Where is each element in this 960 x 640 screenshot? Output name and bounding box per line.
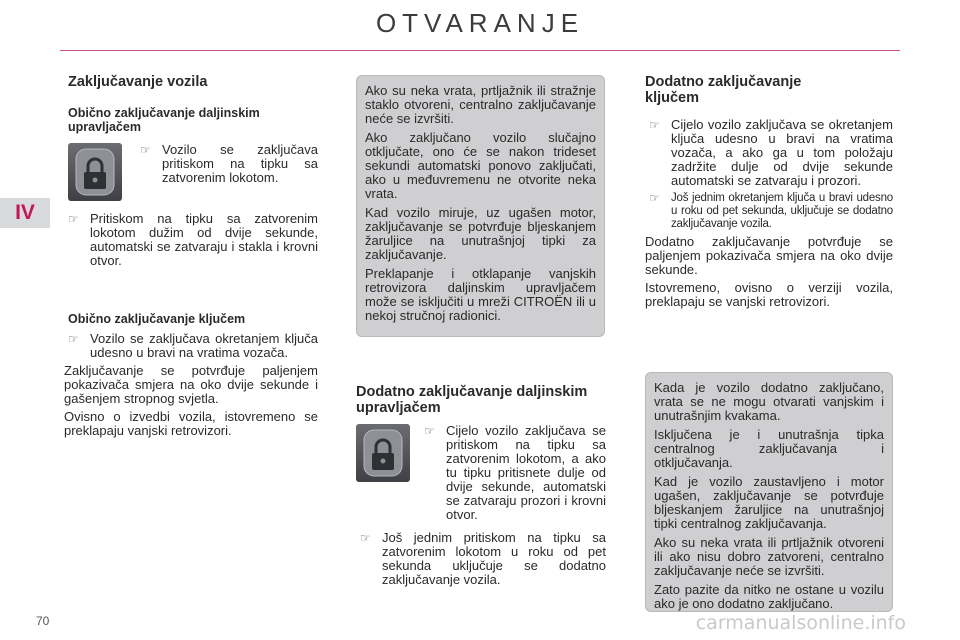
title-divider <box>60 50 900 51</box>
section-heading: Dodatno zaključavanje ključem <box>645 74 802 106</box>
middle-lower <box>356 384 606 416</box>
lock-button-icon <box>68 143 122 201</box>
watermark: carmanualsonline.info <box>695 612 906 634</box>
pointing-hand-icon: ☞ <box>68 332 79 346</box>
lock-button-icon <box>356 424 410 482</box>
middle-bullet2-block <box>356 531 606 591</box>
paragraph: Dodatno zaključavanje potvrđuje se paljenjem pokazivača smjera na oko dvije sekunde. <box>645 234 893 277</box>
bullet-text: Još jednim okretanjem ključa u bravi udesno u roku od pet sekunda, uključuje se dodatno zaključavanje vozila. <box>671 192 893 230</box>
box-paragraph: Kad je vozilo zaustavljeno i motor ugašen, zaključavanje se potvrđuje bljeskanjem žaruljice na unutrašnjoj tipki centralnog zaključavanja. <box>654 474 884 531</box>
subheading-key: Obično zaključavanje ključem <box>68 312 246 326</box>
pointing-hand-icon: ☞ <box>360 531 371 545</box>
chapter-tab: IV <box>0 198 50 228</box>
bullet-text: Još jednim pritiskom na tipku sa zatvorenim lokotom u roku od pet sekunda uključuje se dodatno zaključavanje vozila. <box>382 530 606 587</box>
box-paragraph: Zato pazite da nitko ne ostane u vozilu ako je ono dodatno zaključano. <box>654 582 884 611</box>
pointing-hand-icon: ☞ <box>649 191 660 205</box>
bullet-text: Cijelo vozilo zaključava se okretanjem ključa udesno u bravi na vratima vozača, a ako ga u tom položaju zadržite dulje od dvije sekunde automatski se zatvaraju i prozori. <box>671 117 893 188</box>
section-heading: Zaključavanje vozila <box>68 74 208 90</box>
pointing-hand-icon: ☞ <box>424 424 435 438</box>
box-paragraph: Isključena je i unutrašnja tipka centralnog zaključavanja i otključavanja. <box>654 427 884 470</box>
list-item <box>420 424 606 522</box>
box-paragraph: Ako su neka vrata ili prtljažnik otvoreni ili ako nisu dobro zatvoreni, centralno zaključavanje neće se izvršiti. <box>654 535 884 578</box>
paragraph: Istovremeno, ovisno o verziji vozila, preklapaju se vanjski retrovizori. <box>645 280 893 309</box>
list-item <box>64 332 318 360</box>
box-paragraph: Ako su neka vrata, prtljažnik ili stražnje staklo otvoreni, centralno zaključavanje neće se izvršiti. <box>365 83 596 126</box>
left-bullet1-block <box>136 143 318 189</box>
list-item <box>64 212 318 268</box>
box-paragraph: Ako zaključano vozilo slučajno otključate, ono će se nakon trideset sekundi automatski ponovo zaključati, ako u međuvremenu ne otvorite neka vrata. <box>365 130 596 201</box>
left-column <box>68 74 318 134</box>
bullet-text: Vozilo se zaključava okretanjem ključa udesno u bravi na vratima vozača. <box>90 331 318 360</box>
middle-bullet1-block <box>420 424 606 526</box>
list-item <box>645 192 893 231</box>
list-item <box>645 118 893 188</box>
bullet-text: Vozilo se zaključava pritiskom na tipku sa zatvorenim lokotom. <box>162 142 318 185</box>
pointing-hand-icon: ☞ <box>649 118 660 132</box>
box-paragraph: Kad vozilo miruje, uz ugašen motor, zaključavanje se potvrđuje bljeskanjem žaruljice na unutrašnjoj tipki za zaključavanje. <box>365 205 596 262</box>
bullet-text: Cijelo vozilo zaključava se pritiskom na tipku sa zatvorenim lokotom, a ako tu tipku pritisnete dulje od dvije sekunde, automatski se zatvaraju prozori i krovni otvor. <box>446 423 606 522</box>
paragraph: Zaključavanje se potvrđuje paljenjem pokazivača smjera na oko dvije sekunde i gašenjem stropnog svjetla. <box>64 363 318 406</box>
pointing-hand-icon: ☞ <box>68 212 79 226</box>
paragraph: Ovisno o izvedbi vozila, istovremeno se preklapaju vanjski retrovizori. <box>64 409 318 438</box>
pointing-hand-icon: ☞ <box>140 143 151 157</box>
box-paragraph: Preklapanje i otklapanje vanjskih retrovizora daljinskim upravljačem može se isključiti u mreži CITROËN ili u nekoj stručnoj radionici. <box>365 266 596 323</box>
left-body <box>64 212 318 442</box>
bullet-text: Pritiskom na tipku sa zatvorenim lokotom dužim od dvije sekunde, automatski se zatvaraju i stakla i krovni otvor. <box>90 211 318 268</box>
info-box-right <box>645 372 893 612</box>
list-item <box>136 143 318 185</box>
page-number: 70 <box>36 614 50 628</box>
page-title: OTVARANJE <box>375 8 585 38</box>
list-item <box>356 531 606 587</box>
section-heading: Dodatno zaključavanje daljinskim upravljačem <box>356 384 588 416</box>
subheading-remote: Obično zaključavanje daljinskim upravljačem <box>68 106 260 134</box>
box-paragraph: Kada je vozilo dodatno zaključano, vrata se ne mogu otvarati vanjskim i unutrašnjim kvakama. <box>654 380 884 423</box>
info-box-middle <box>356 75 605 337</box>
right-column <box>645 74 893 313</box>
